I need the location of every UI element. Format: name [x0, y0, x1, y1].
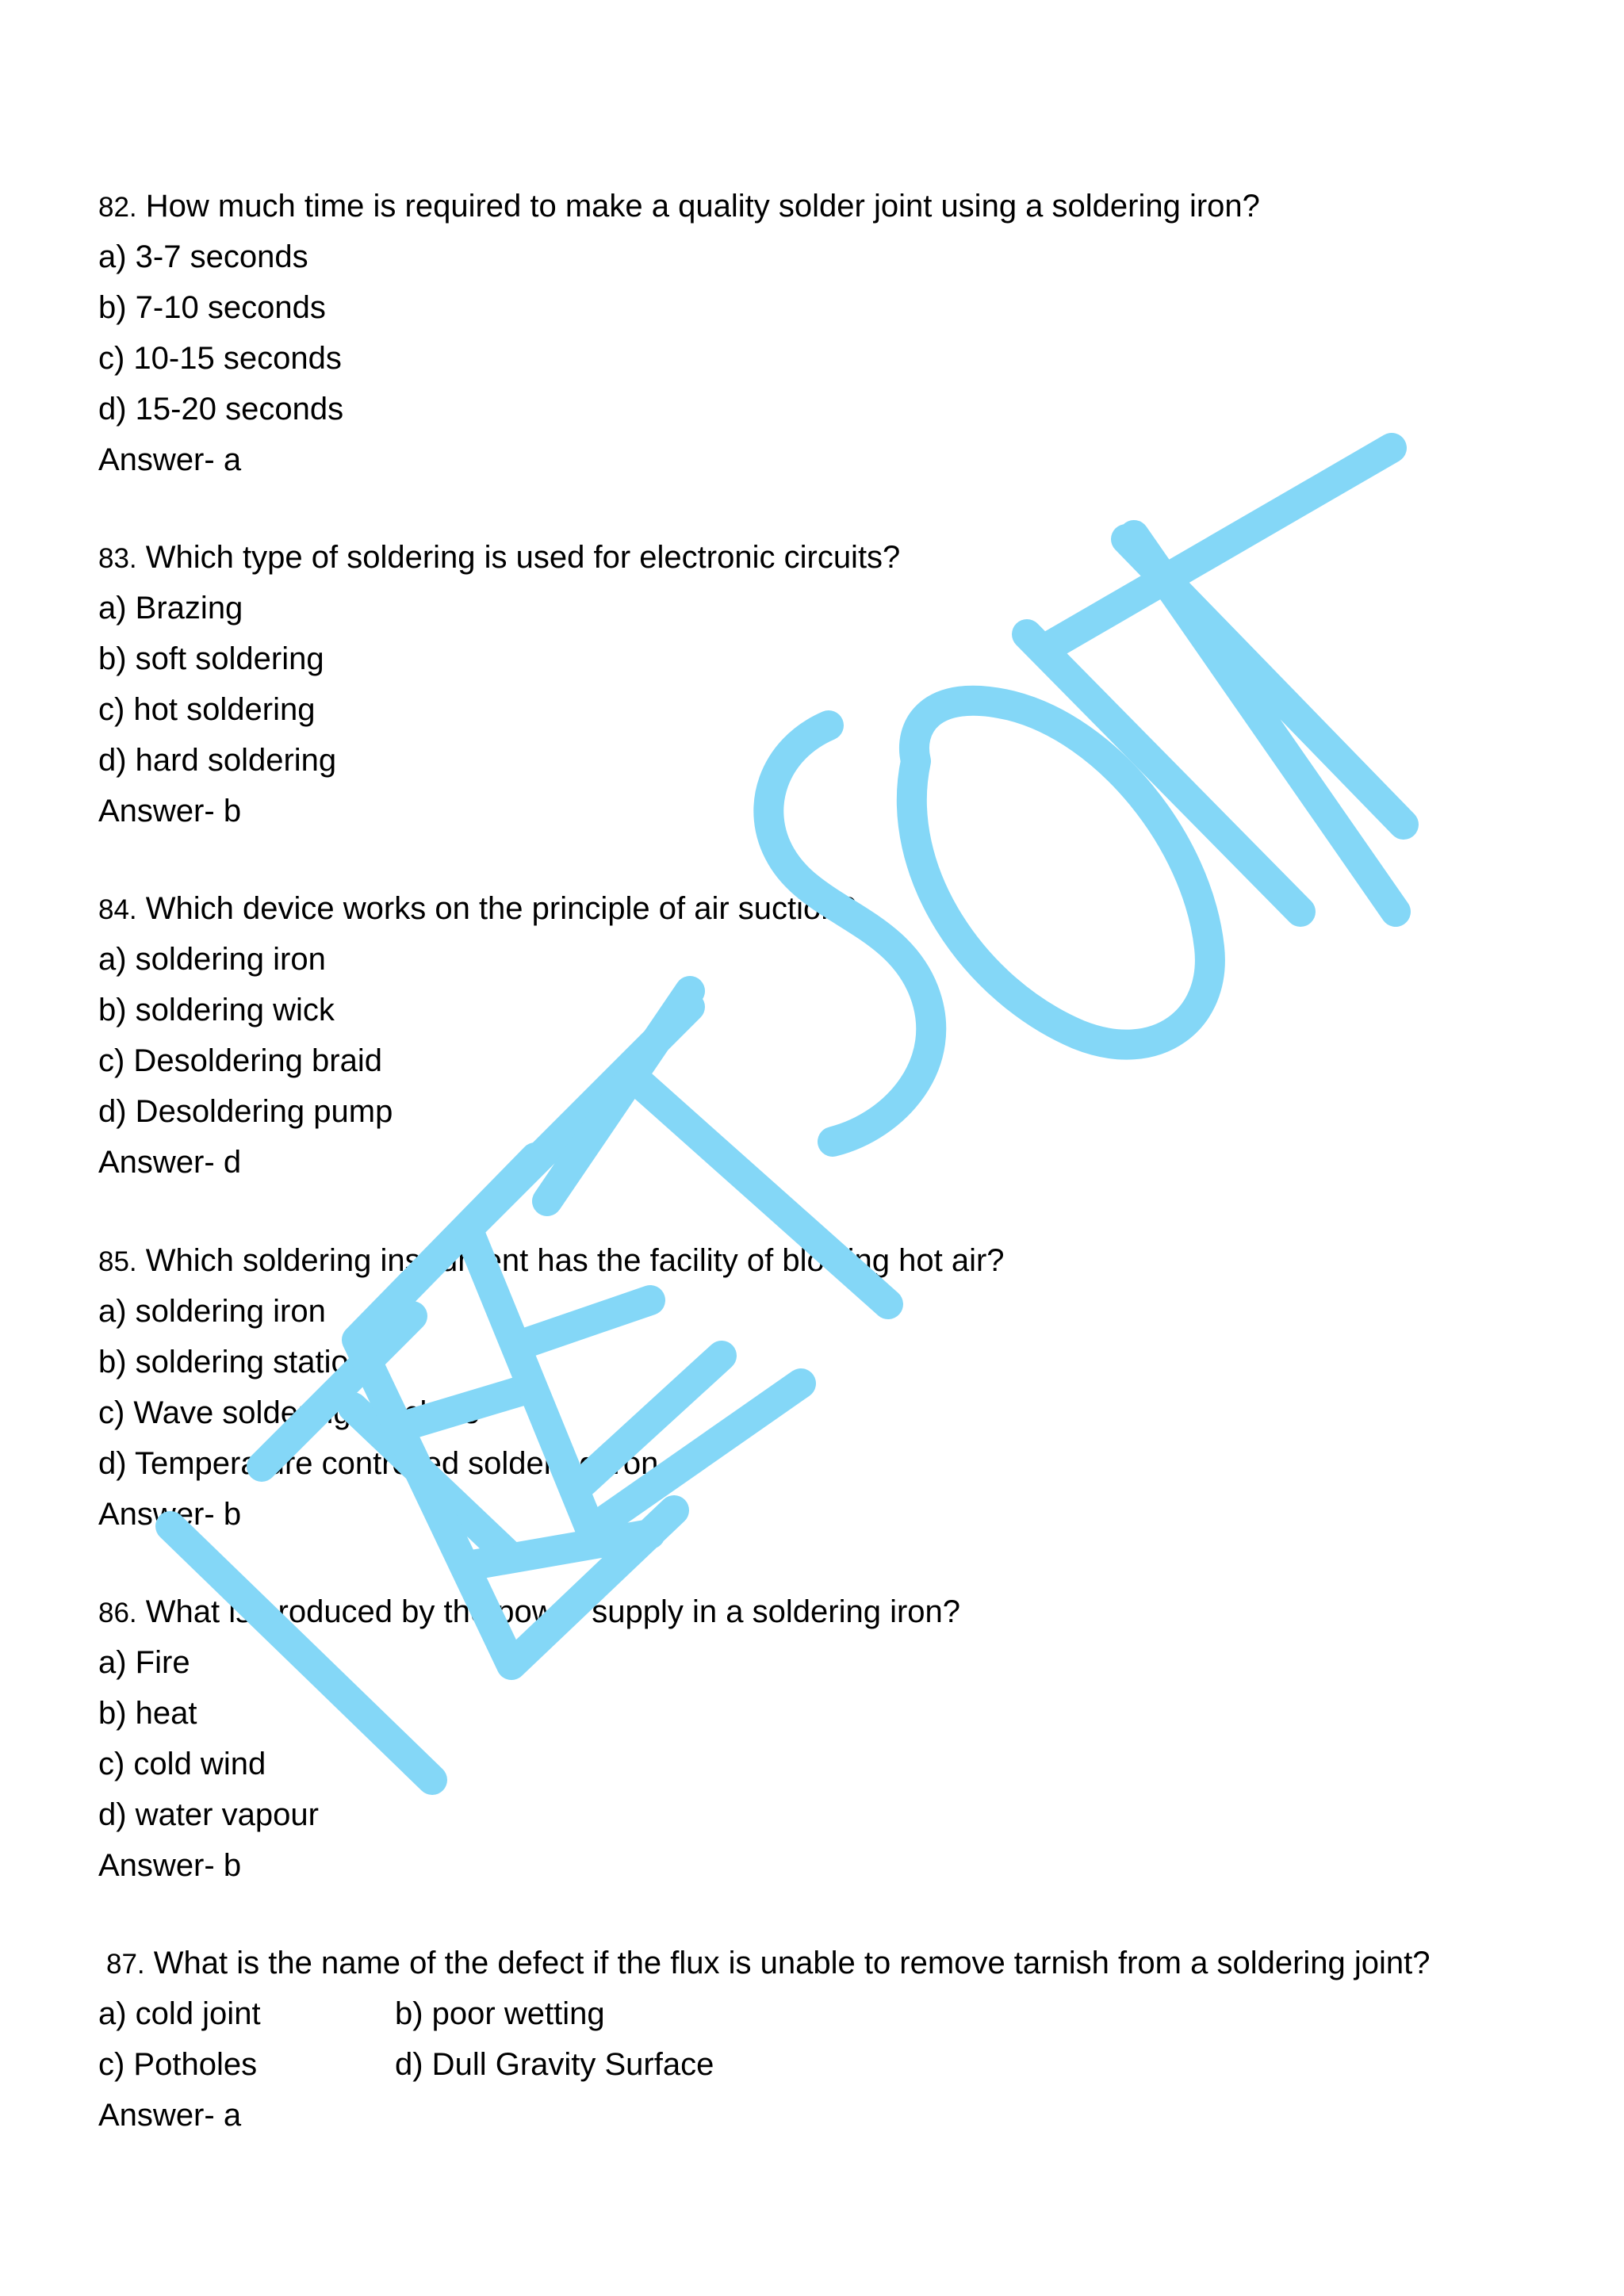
answer: Answer- a	[98, 2098, 242, 2133]
option-a: a) soldering iron	[98, 942, 326, 977]
question-number: 87.	[106, 1949, 145, 1980]
question-82	[98, 181, 1526, 485]
option-c: c) hot soldering	[98, 692, 316, 727]
option-b: b) heat	[98, 1696, 197, 1731]
question-86	[98, 1586, 1526, 1891]
question-number: 86.	[98, 1598, 137, 1628]
question-stem: How much time is required to make a quality solder joint using a soldering iron?	[145, 189, 1260, 224]
option-row-1	[98, 1988, 1526, 2039]
question-85	[98, 1235, 1526, 1540]
option-a: a) 3-7 seconds	[98, 239, 308, 274]
option-d: d) hard soldering	[98, 743, 337, 778]
question-text	[98, 1586, 1526, 1637]
answer: Answer- d	[98, 1145, 242, 1180]
question-number: 82.	[98, 192, 137, 223]
option-c: c) Potholes	[98, 2047, 258, 2082]
question-stem: Which type of soldering is used for electronic circuits?	[145, 540, 901, 575]
question-stem: What is the name of the defect if the flux is unable to remove tarnish from a soldering joint?	[153, 1946, 1431, 1980]
question-text	[98, 532, 1526, 583]
question-text	[98, 883, 1526, 934]
option-a: a) cold joint	[98, 1996, 261, 2031]
option-c: c) Desoldering braid	[98, 1043, 382, 1078]
option-row-2	[98, 2039, 1526, 2090]
option-d: d) water vapour	[98, 1797, 319, 1832]
answer: Answer- b	[98, 794, 242, 828]
question-text	[98, 1938, 1526, 1988]
question-84	[98, 883, 1526, 1188]
option-a: a) soldering iron	[98, 1294, 326, 1329]
option-a: a) Fire	[98, 1645, 190, 1680]
question-number: 83.	[98, 543, 137, 574]
option-b: b) soldering wick	[98, 993, 335, 1027]
question-stem: Which device works on the principle of air suction?	[145, 891, 856, 926]
question-number: 84.	[98, 894, 137, 925]
question-stem: Which soldering instrument has the facility of blowing hot air?	[145, 1243, 1005, 1278]
question-text	[98, 1235, 1526, 1286]
option-d: d) Desoldering pump	[98, 1094, 393, 1129]
question-87	[98, 1938, 1526, 2141]
question-stem: What is produced by the power supply in a soldering iron?	[145, 1594, 961, 1629]
answer: Answer- a	[98, 442, 242, 477]
option-b: b) 7-10 seconds	[98, 290, 326, 325]
option-b: b) soft soldering	[98, 641, 324, 676]
answer: Answer- b	[98, 1497, 242, 1532]
option-c: c) cold wind	[98, 1747, 266, 1781]
option-d: d) Dull Gravity Surface	[395, 2047, 714, 2082]
answer: Answer- b	[98, 1848, 242, 1883]
option-d: d) Temperature controlled soldering iron	[98, 1446, 659, 1481]
option-b: b) poor wetting	[395, 1996, 605, 2031]
question-number: 85.	[98, 1246, 137, 1277]
option-c: c) Wave soldering machine	[98, 1395, 480, 1430]
question-83	[98, 532, 1526, 836]
option-d: d) 15-20 seconds	[98, 392, 344, 427]
question-text	[98, 181, 1526, 232]
option-a: a) Brazing	[98, 591, 243, 626]
option-b: b) soldering station	[98, 1345, 366, 1380]
option-c: c) 10-15 seconds	[98, 341, 342, 376]
